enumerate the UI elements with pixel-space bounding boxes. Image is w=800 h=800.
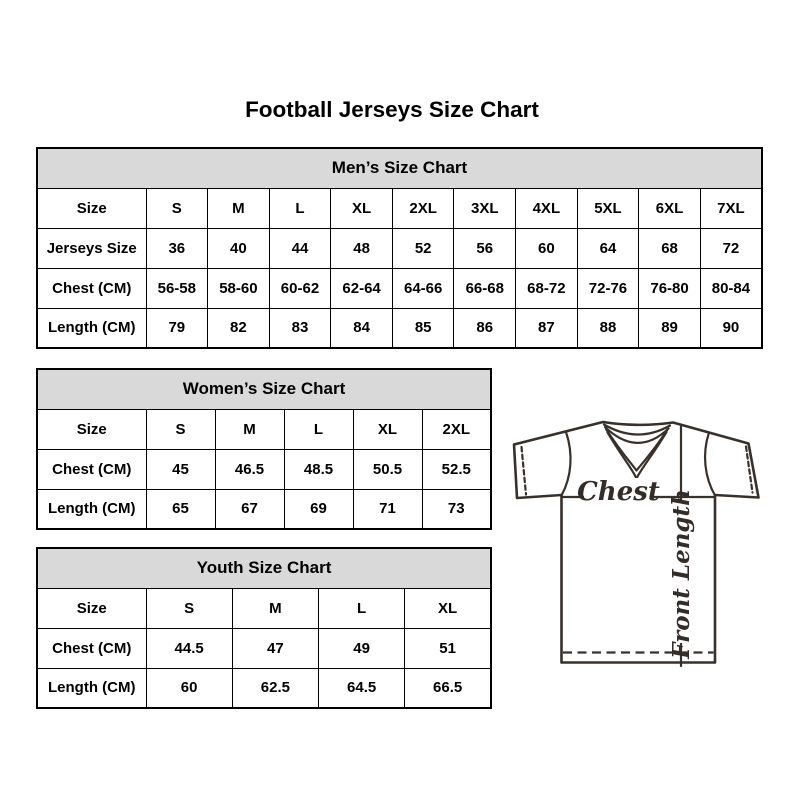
- table-row: [37, 228, 762, 268]
- table-cell: 88: [577, 308, 639, 348]
- row-label: Chest (CM): [37, 628, 146, 668]
- table-cell: 52: [392, 228, 454, 268]
- table-cell: 71: [353, 489, 422, 529]
- left-cuff-dashed-line: [522, 447, 527, 495]
- table-cell: 69: [284, 489, 353, 529]
- table-cell: 5XL: [577, 188, 639, 228]
- table-row: [37, 588, 491, 628]
- table-cell: 6XL: [639, 188, 701, 228]
- table-header-row: [37, 148, 762, 188]
- row-label: Length (CM): [37, 489, 146, 529]
- table-cell: 89: [639, 308, 701, 348]
- table-cell: L: [319, 588, 405, 628]
- table-cell: S: [146, 188, 208, 228]
- table-cell: 72: [700, 228, 762, 268]
- mens-size-table: [36, 147, 763, 349]
- table-cell: 60: [146, 668, 232, 708]
- table-cell: 79: [146, 308, 208, 348]
- table-cell: 68: [639, 228, 701, 268]
- row-label: Chest (CM): [37, 449, 146, 489]
- table-cell: S: [146, 409, 215, 449]
- table-cell: 48: [331, 228, 393, 268]
- womens-table-title: Women’s Size Chart: [37, 369, 491, 409]
- table-cell: 87: [516, 308, 578, 348]
- table-cell: 60: [516, 228, 578, 268]
- table-cell: 48.5: [284, 449, 353, 489]
- womens-size-table: [36, 368, 492, 530]
- right-armhole-seam: [705, 433, 715, 496]
- table-cell: 49: [319, 628, 405, 668]
- jersey-measurement-diagram: [500, 405, 800, 695]
- table-cell: 67: [215, 489, 284, 529]
- row-label: Length (CM): [37, 308, 146, 348]
- table-cell: S: [146, 588, 232, 628]
- table-cell: XL: [353, 409, 422, 449]
- table-cell: 7XL: [700, 188, 762, 228]
- table-cell: 72-76: [577, 268, 639, 308]
- table-cell: L: [269, 188, 331, 228]
- row-label: Chest (CM): [37, 268, 146, 308]
- table-row: [37, 268, 762, 308]
- table-row: [37, 449, 491, 489]
- table-cell: 2XL: [392, 188, 454, 228]
- collar-v-inner: [608, 432, 667, 479]
- jersey-outline: [514, 422, 759, 663]
- table-row: [37, 308, 762, 348]
- table-cell: 66.5: [405, 668, 491, 708]
- left-armhole-seam: [562, 432, 571, 496]
- table-cell: 62-64: [331, 268, 393, 308]
- table-cell: 84: [331, 308, 393, 348]
- table-cell: 80-84: [700, 268, 762, 308]
- table-cell: 44.5: [146, 628, 232, 668]
- table-cell: 51: [405, 628, 491, 668]
- table-cell: 56-58: [146, 268, 208, 308]
- table-cell: 76-80: [639, 268, 701, 308]
- front-length-label: Front Length: [668, 489, 695, 659]
- table-cell: 56: [454, 228, 516, 268]
- table-cell: 40: [208, 228, 270, 268]
- mens-table-title: Men’s Size Chart: [37, 148, 762, 188]
- table-cell: 64-66: [392, 268, 454, 308]
- table-cell: 36: [146, 228, 208, 268]
- table-row: [37, 188, 762, 228]
- table-cell: 83: [269, 308, 331, 348]
- table-cell: 50.5: [353, 449, 422, 489]
- table-row: [37, 409, 491, 449]
- table-cell: M: [215, 409, 284, 449]
- row-label: Length (CM): [37, 668, 146, 708]
- table-cell: 64: [577, 228, 639, 268]
- table-cell: M: [232, 588, 318, 628]
- table-row: [37, 668, 491, 708]
- table-cell: 47: [232, 628, 318, 668]
- table-cell: XL: [331, 188, 393, 228]
- table-cell: 2XL: [422, 409, 491, 449]
- table-cell: 44: [269, 228, 331, 268]
- table-cell: 65: [146, 489, 215, 529]
- table-header-row: [37, 548, 491, 588]
- page-title: Football Jerseys Size Chart: [245, 97, 539, 122]
- table-cell: 46.5: [215, 449, 284, 489]
- youth-table-title: Youth Size Chart: [37, 548, 491, 588]
- chest-label: Chest: [577, 477, 660, 507]
- youth-size-table: [36, 547, 492, 709]
- table-cell: 3XL: [454, 188, 516, 228]
- row-label: Size: [37, 588, 146, 628]
- table-cell: 82: [208, 308, 270, 348]
- table-row: [37, 628, 491, 668]
- table-cell: 60-62: [269, 268, 331, 308]
- table-cell: M: [208, 188, 270, 228]
- table-cell: 66-68: [454, 268, 516, 308]
- row-label: Jerseys Size: [37, 228, 146, 268]
- table-cell: 68-72: [516, 268, 578, 308]
- row-label: Size: [37, 409, 146, 449]
- table-cell: 45: [146, 449, 215, 489]
- table-cell: 58-60: [208, 268, 270, 308]
- table-cell: 90: [700, 308, 762, 348]
- table-cell: 52.5: [422, 449, 491, 489]
- table-cell: L: [284, 409, 353, 449]
- table-cell: 85: [392, 308, 454, 348]
- table-cell: 62.5: [232, 668, 318, 708]
- table-cell: 64.5: [319, 668, 405, 708]
- table-header-row: [37, 369, 491, 409]
- table-cell: XL: [405, 588, 491, 628]
- table-row: [37, 489, 491, 529]
- row-label: Size: [37, 188, 146, 228]
- table-cell: 4XL: [516, 188, 578, 228]
- table-cell: 86: [454, 308, 516, 348]
- table-cell: 73: [422, 489, 491, 529]
